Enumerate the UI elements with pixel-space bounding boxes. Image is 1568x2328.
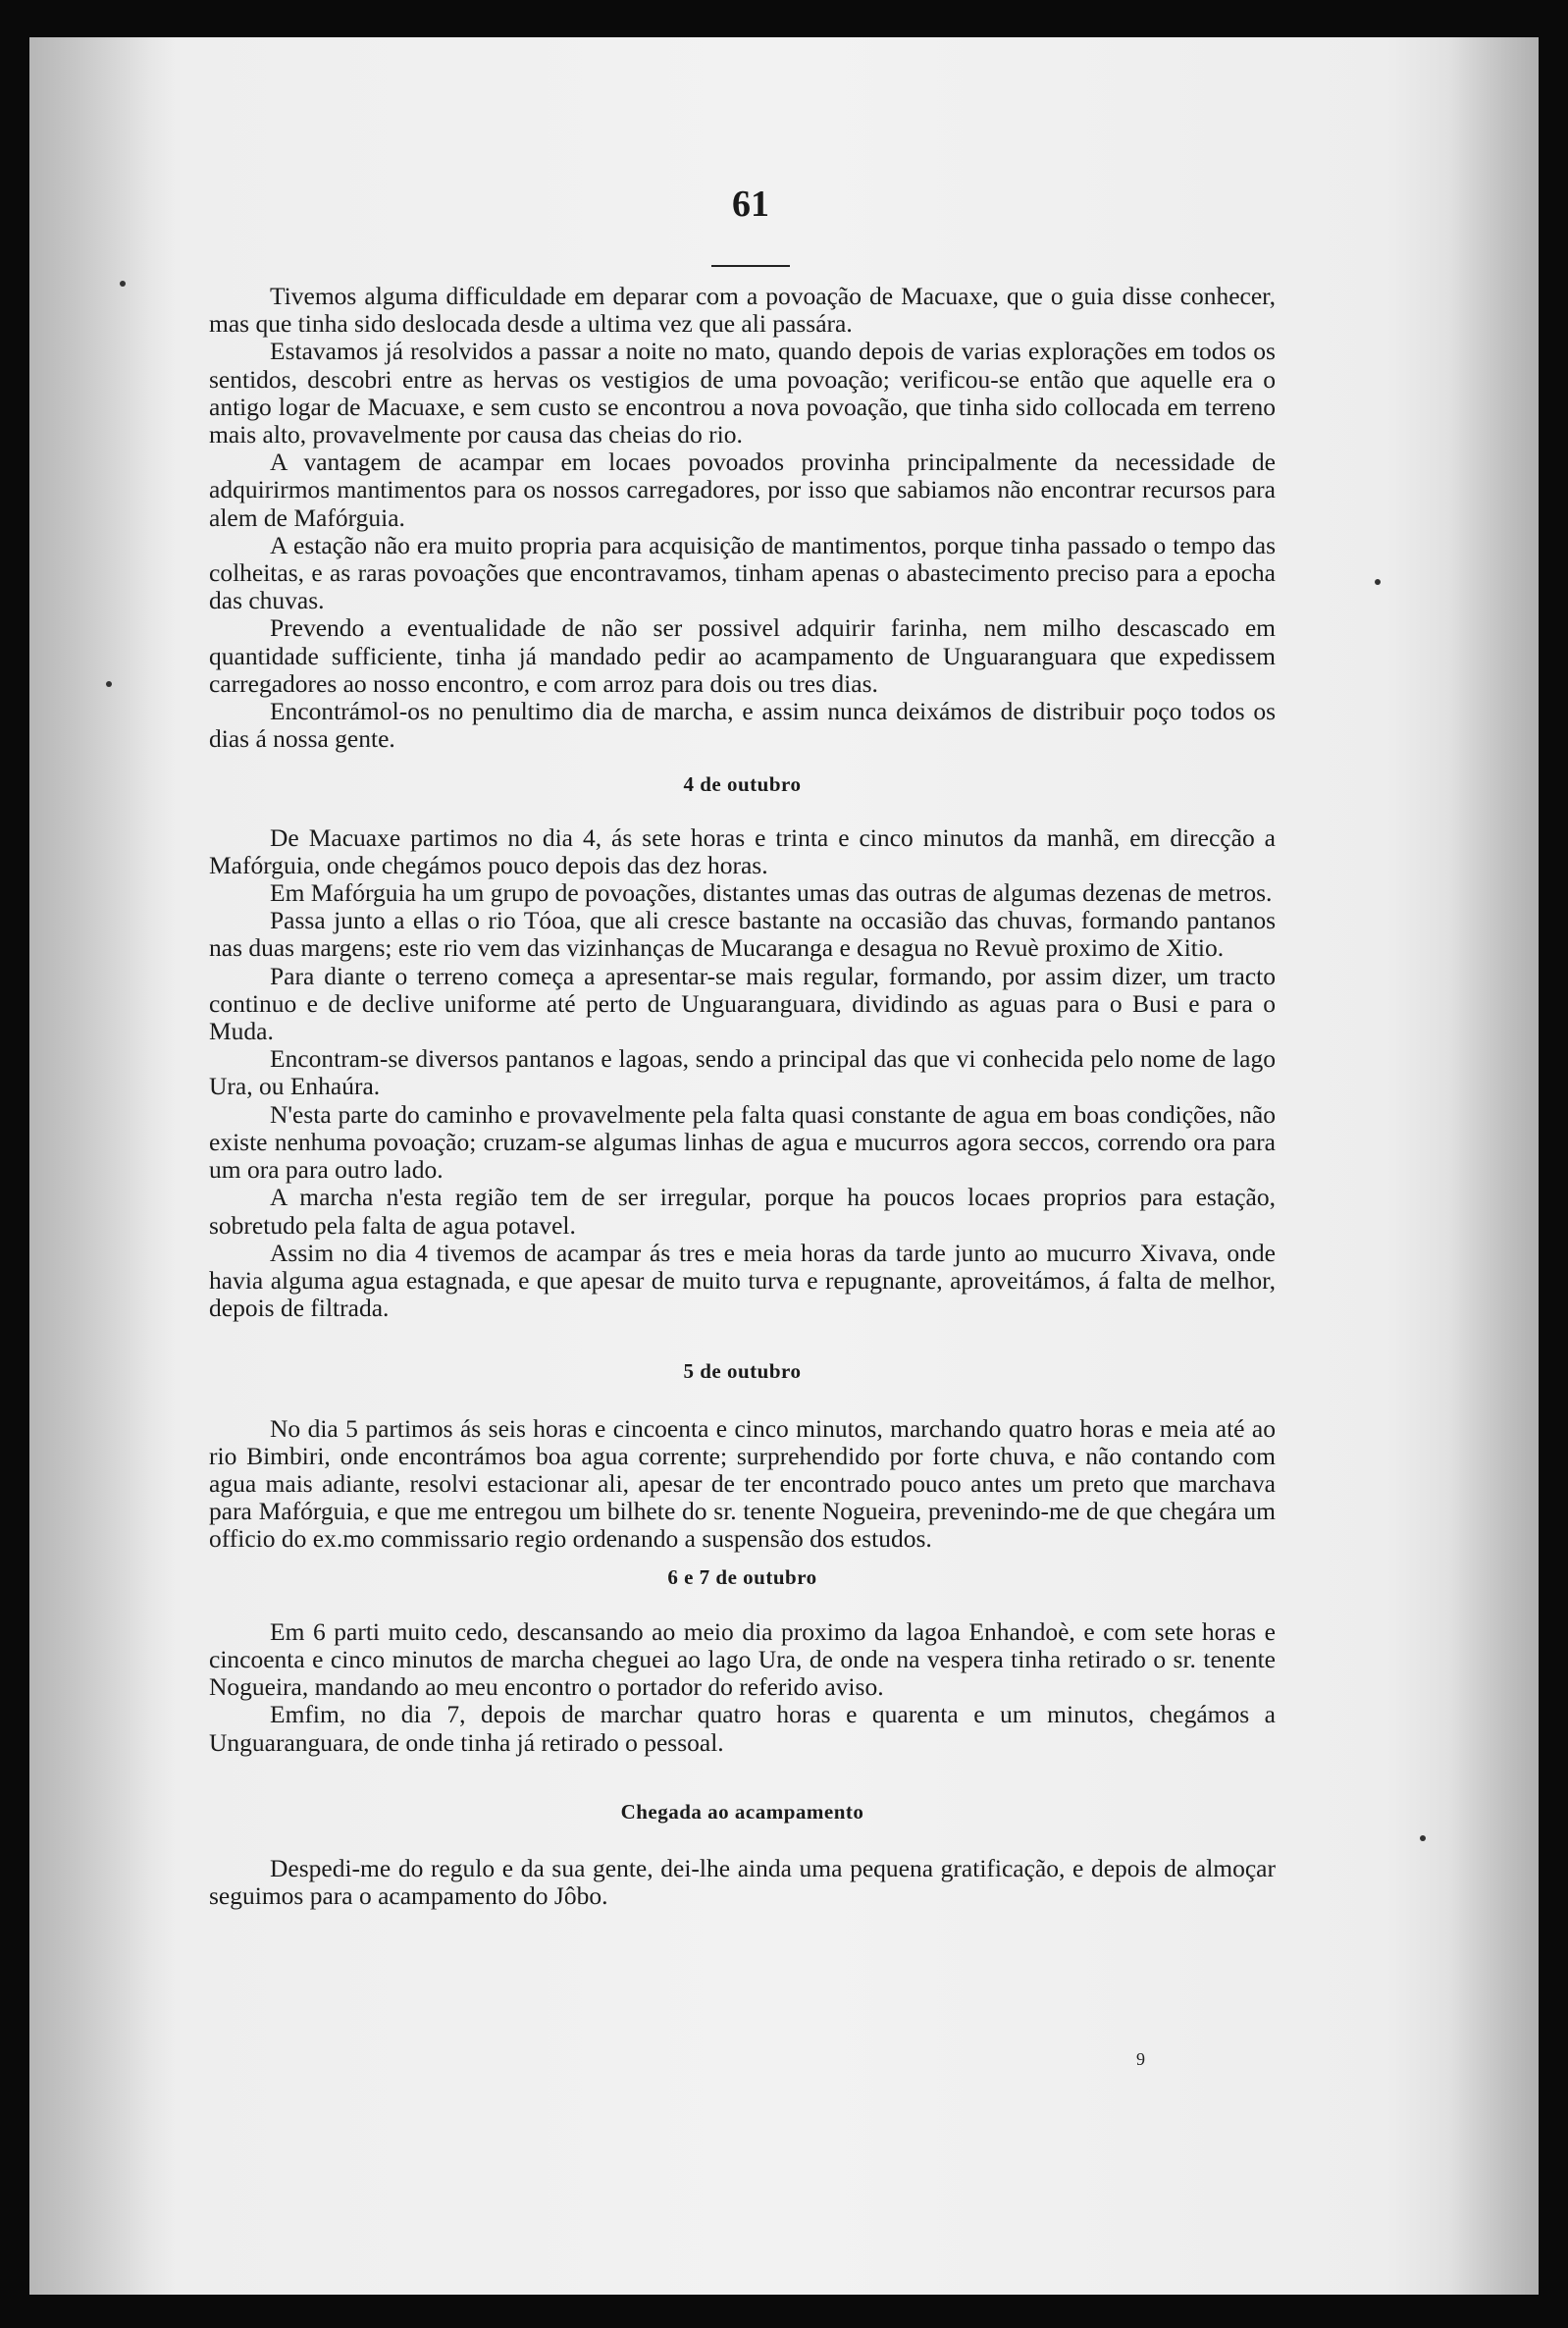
paragraph: Tivemos alguma difficuldade em deparar com a povoação de Macuaxe, que o guia disse conhecer, mas que tinha sido deslocada desde a ultima vez que ali passára. (209, 282, 1276, 339)
paragraph: No dia 5 partimos ás seis horas e cincoenta e cinco minutos, marchando quatro horas e meia até ao rio Bimbiri, onde encontrámos boa agua corrente; surprehendido por forte chuva, e não contando com agua mais adiante, resolvi estacionar ali, apesar de ter encontrado pouco antes um preto que marchava para Mafórguia, e que me entregou um bilhete do sr. tenente Nogueira, prevenindo-me de que chegára um officio do ex.mo commissario regio ordenando a suspensão dos estudos. (209, 1413, 1276, 1554)
section-heading-4-outubro: 4 de outubro (683, 772, 802, 797)
speck (1375, 579, 1381, 585)
page-number: 61 (732, 184, 769, 225)
signature-mark: 9 (1136, 2049, 1145, 2069)
speck (106, 681, 112, 687)
paragraph: Prevendo a eventualidade de não ser possivel adquirir farinha, nem milho descascado em quantidade sufficiente, tinha já mandado pedir ao acampamento de Unguaranguara que expedissem carregadores ao nosso encontro, e com arroz para dois ou tres dias. (209, 613, 1276, 698)
page-number-rule (711, 265, 790, 267)
paragraph: Estavamos já resolvidos a passar a noite no mato, quando depois de varias explorações em todos os sentidos, descobri entre as hervas os vestigios de uma povoação; verificou-se então que aquelle era o antigo logar de Macuaxe, e sem custo se encontrou a nova povoação, que tinha sido collocada em terreno mais alto, provavelmente por causa das cheias do rio. (209, 337, 1276, 450)
paragraph: Encontram-se diversos pantanos e lagoas, sendo a principal das que vi conhecida pelo nome de lago Ura, ou Enhaúra. (209, 1044, 1276, 1101)
body-text (209, 283, 1276, 1910)
section-heading-5-outubro: 5 de outubro (683, 1359, 802, 1384)
document-page (29, 37, 1539, 2295)
paragraph: Emfim, no dia 7, depois de marchar quatro horas e quarenta e um minutos, chegámos a Unguaranguara, de onde tinha já retirado o pessoal. (209, 1700, 1276, 1757)
paragraph: N'esta parte do caminho e provavelmente pela falta quasi constante de agua em boas condições, não existe nenhuma povoação; cruzam-se algumas linhas de agua e mucurros agora seccos, correndo ora para um ora para outro lado. (209, 1099, 1276, 1185)
paragraph: Despedi-me do regulo e da sua gente, dei-lhe ainda uma pequena gratificação, e depois de almoçar seguimos para o acampamento do Jôbo. (209, 1853, 1276, 1911)
paragraph: Encontrámol-os no penultimo dia de marcha, e assim nunca deixámos de distribuir poço todos os dias á nossa gente. (209, 697, 1276, 754)
paragraph: De Macuaxe partimos no dia 4, ás sete horas e trinta e cinco minutos da manhã, em direcção a Mafórguia, onde chegámos pouco depois das dez horas. (209, 822, 1276, 879)
paragraph: Passa junto a ellas o rio Tóoa, que ali cresce bastante na occasião das chuvas, formando pantanos nas duas margens; este rio vem das vizinhanças de Mucaranga e desagua no Revuè proximo de Xitio. (209, 906, 1276, 963)
paragraph: A marcha n'esta região tem de ser irregular, porque ha poucos locaes proprios para estação, sobretudo pela falta de agua potavel. (209, 1183, 1276, 1240)
section-heading-6-7-outubro: 6 e 7 de outubro (667, 1564, 817, 1589)
paragraph: Assim no dia 4 tivemos de acampar ás tres e meia horas da tarde junto ao mucurro Xivava, onde havia alguma agua estagnada, e que apesar de muito turva e repugnante, aproveitámos, á falta de melhor, depois de filtrada. (209, 1238, 1276, 1323)
paragraph: Para diante o terreno começa a apresentar-se mais regular, formando, por assim dizer, um tracto continuo e de declive uniforme até perto de Unguaranguara, dividindo as aguas para o Busi e para o Muda. (209, 961, 1276, 1046)
paragraph: Em Mafórguia ha um grupo de povoações, distantes umas das outras de algumas dezenas de metros. (270, 878, 1273, 908)
section-heading-chegada: Chegada ao acampamento (620, 1799, 864, 1824)
speck (1420, 1835, 1426, 1841)
speck (120, 281, 126, 287)
paragraph: Em 6 parti muito cedo, descansando ao meio dia proximo da lagoa Enhandoè, e com sete horas e cincoenta e cinco minutos de marcha cheguei ao lago Ura, de onde na vespera tinha retirado o sr. tenente Nogueira, mandando ao meu encontro o portador do referido aviso. (209, 1616, 1276, 1702)
paragraph: A estação não era muito propria para acquisição de mantimentos, porque tinha passado o tempo das colheitas, e as raras povoações que encontravamos, tinham apenas o abastecimento preciso para a epocha das chuvas. (209, 530, 1276, 615)
paragraph: A vantagem de acampar em locaes povoados provinha principalmente da necessidade de adquirirmos mantimentos para os nossos carregadores, por isso que sabiamos não encontrar recursos para alem de Mafórguia. (209, 448, 1276, 532)
